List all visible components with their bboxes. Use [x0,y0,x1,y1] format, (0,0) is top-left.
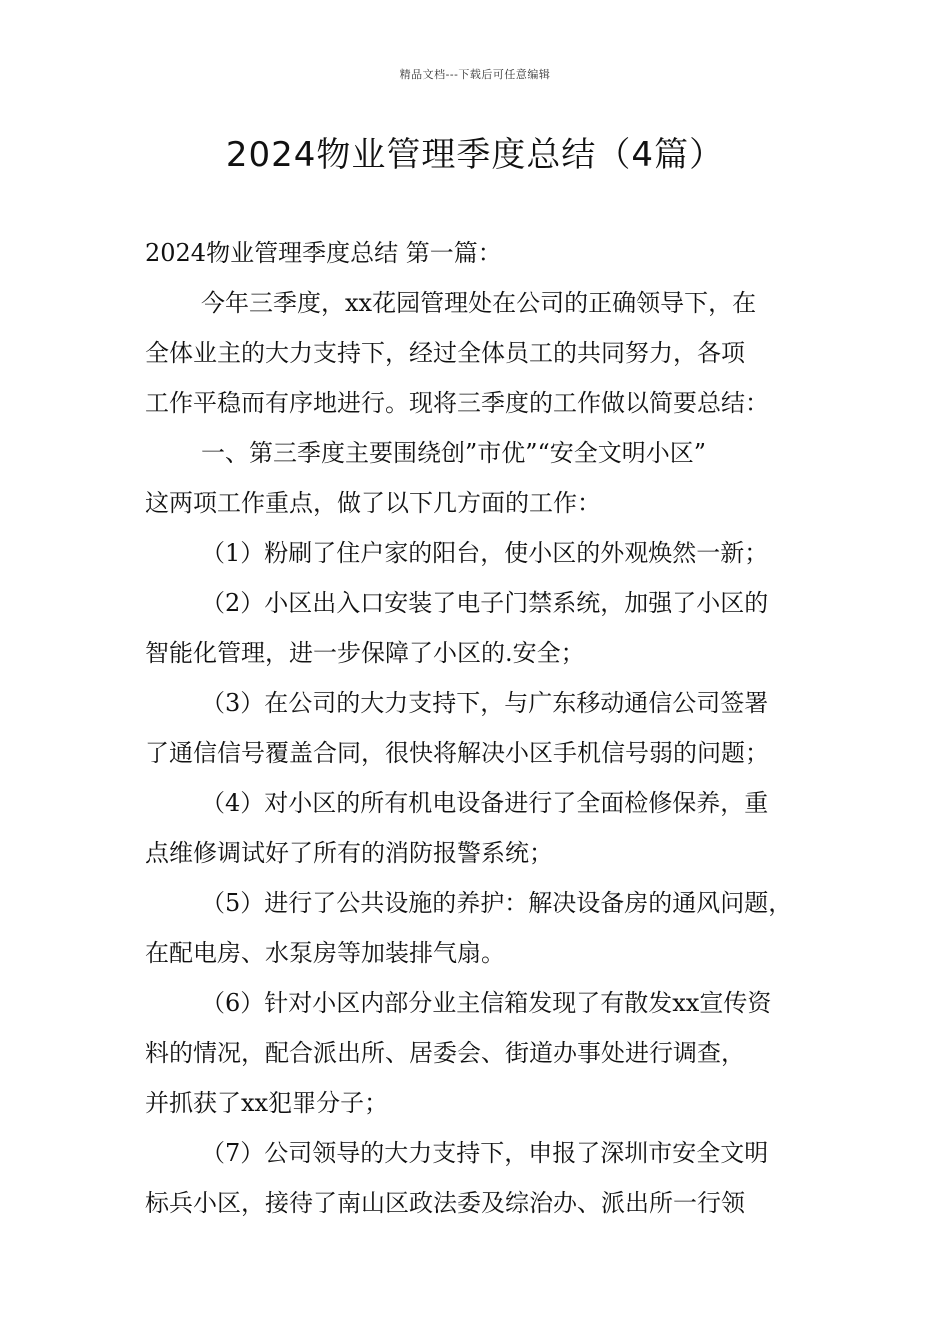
text-line: 并抓获了xx犯罪分子； [145,1089,389,1117]
text-line: （7）公司领导的大力支持下，申报了深圳市安全文明 [201,1139,769,1167]
text-line: 智能化管理，进一步保障了小区的.安全； [145,639,585,667]
text-line: 今年三季度，xx花园管理处在公司的正确领导下，在 [201,289,757,317]
text-line: 工作平稳而有序地进行。现将三季度的工作做以简要总结： [145,389,769,417]
text-line: （6）针对小区内部分业主信箱发现了有散发xx宣传资 [201,989,772,1017]
text-line: （3）在公司的大力支持下，与广东移动通信公司签署 [201,689,769,717]
document-body [145,228,825,1228]
text-line: （4）对小区的所有机电设备进行了全面检修保养，重 [201,789,769,817]
text-line: 在配电房、水泵房等加装排气扇。 [145,939,505,967]
text-line: 点维修调试好了所有的消防报警系统； [145,839,553,867]
text-line: 这两项工作重点，做了以下几方面的工作： [145,489,601,517]
header-note: 精品文档---下载后可任意编辑 [399,68,551,81]
section-heading: 2024物业管理季度总结 第一篇： [145,239,502,267]
text-line: 了通信信号覆盖合同，很快将解决小区手机信号弱的问题； [145,739,769,767]
text-line: （5）进行了公共设施的养护：解决设备房的通风问题， [201,889,793,917]
text-line: （2）小区出入口安装了电子门禁系统，加强了小区的 [201,589,769,617]
text-line: （1）粉刷了住户家的阳台，使小区的外观焕然一新； [201,539,769,567]
document-title: 2024物业管理季度总结（4篇） [225,135,725,175]
text-line: 料的情况，配合派出所、居委会、街道办事处进行调查， [145,1039,745,1067]
text-line: 全体业主的大力支持下，经过全体员工的共同努力，各项 [145,339,745,367]
text-line: 标兵小区，接待了南山区政法委及综治办、派出所一行领 [145,1189,745,1217]
text-line: 一、第三季度主要围绕创”市优”“安全文明小区” [201,439,707,467]
